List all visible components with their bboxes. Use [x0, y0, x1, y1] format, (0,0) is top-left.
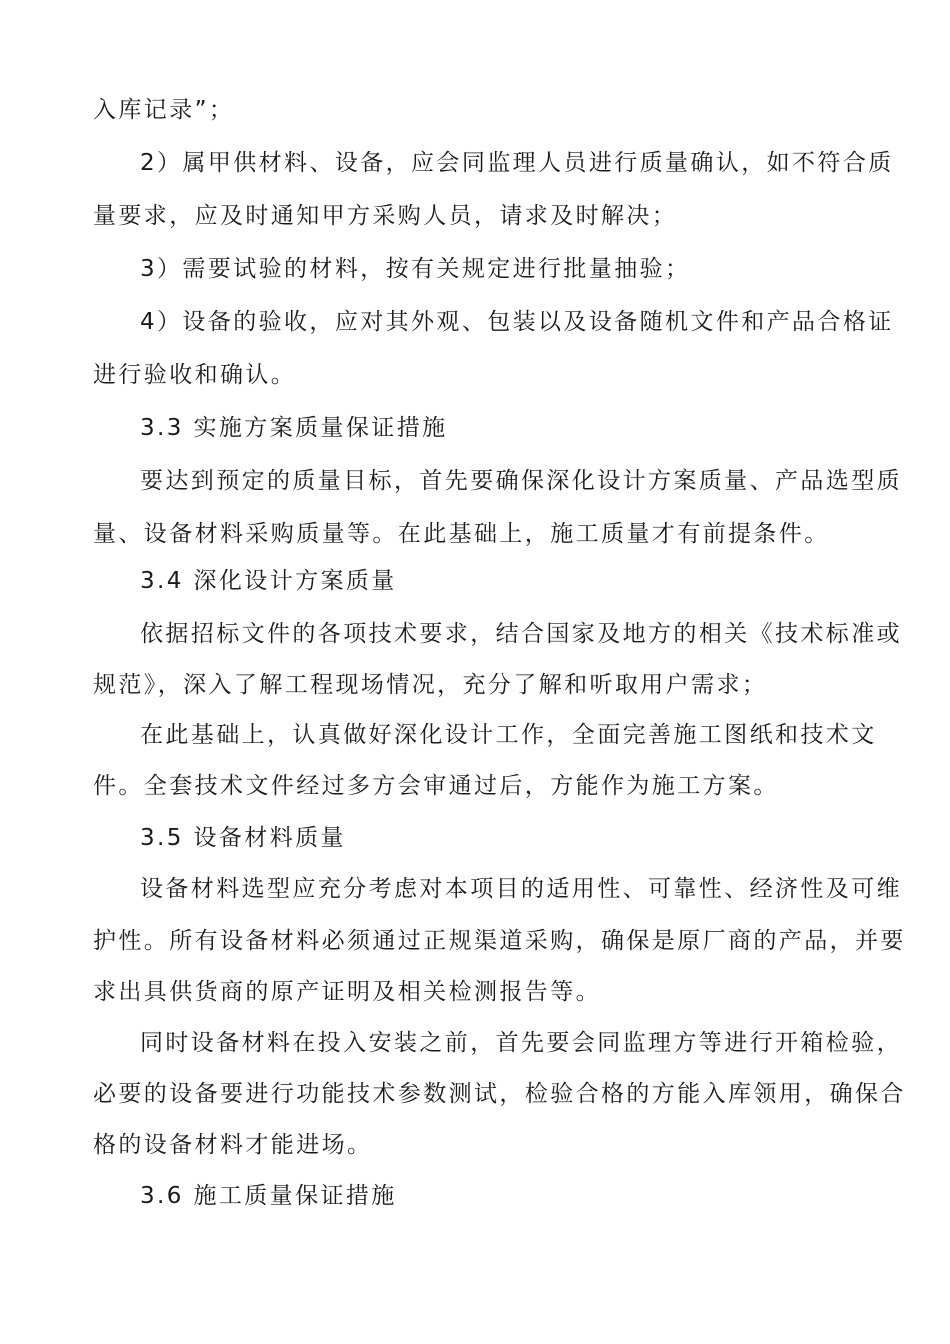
paragraph-line: 求出具供货商的原产证明及相关检测报告等。	[93, 979, 601, 1005]
paragraph-line: 2）属甲供材料、设备，应会同监理人员进行质量确认，如不符合质	[140, 150, 894, 176]
paragraph-line: 入库记录”；	[93, 97, 235, 123]
paragraph-line: 必要的设备要进行功能技术参数测试，检验合格的方能入库领用，确保合	[93, 1081, 906, 1107]
section-heading: 3.5 设备材料质量	[140, 825, 346, 851]
paragraph-line: 护性。所有设备材料必须通过正规渠道采购，确保是原厂商的产品，并要	[93, 928, 906, 954]
paragraph-line: 设备材料选型应充分考虑对本项目的适用性、可靠性、经济性及可维	[140, 876, 902, 902]
section-heading: 3.3 实施方案质量保证措施	[140, 415, 448, 441]
paragraph-line: 3）需要试验的材料，按有关规定进行批量抽验；	[140, 256, 691, 282]
section-heading: 3.4 深化设计方案质量	[140, 568, 397, 594]
paragraph-line: 依据招标文件的各项技术要求，结合国家及地方的相关《技术标准或	[140, 621, 902, 647]
paragraph-line: 在此基础上，认真做好深化设计工作，全面完善施工图纸和技术文	[140, 722, 877, 748]
paragraph-line: 件。全套技术文件经过多方会审通过后，方能作为施工方案。	[93, 773, 779, 799]
section-heading: 3.6 施工质量保证措施	[140, 1183, 397, 1209]
paragraph-line: 格的设备材料才能进场。	[93, 1132, 373, 1158]
paragraph-line: 进行验收和确认。	[93, 362, 297, 388]
paragraph-line: 要达到预定的质量目标，首先要确保深化设计方案质量、产品选型质	[140, 468, 902, 494]
paragraph-line: 规范》，深入了解工程现场情况，充分了解和听取用户需求；	[93, 672, 768, 698]
paragraph-line: 量、设备材料采购质量等。在此基础上，施工质量才有前提条件。	[93, 521, 830, 547]
paragraph-line: 同时设备材料在投入安装之前，首先要会同监理方等进行开箱检验，	[140, 1030, 902, 1056]
paragraph-line: 4）设备的验收，应对其外观、包装以及设备随机文件和产品合格证	[140, 309, 894, 335]
paragraph-line: 量要求，应及时通知甲方采购人员，请求及时解决；	[93, 203, 678, 229]
